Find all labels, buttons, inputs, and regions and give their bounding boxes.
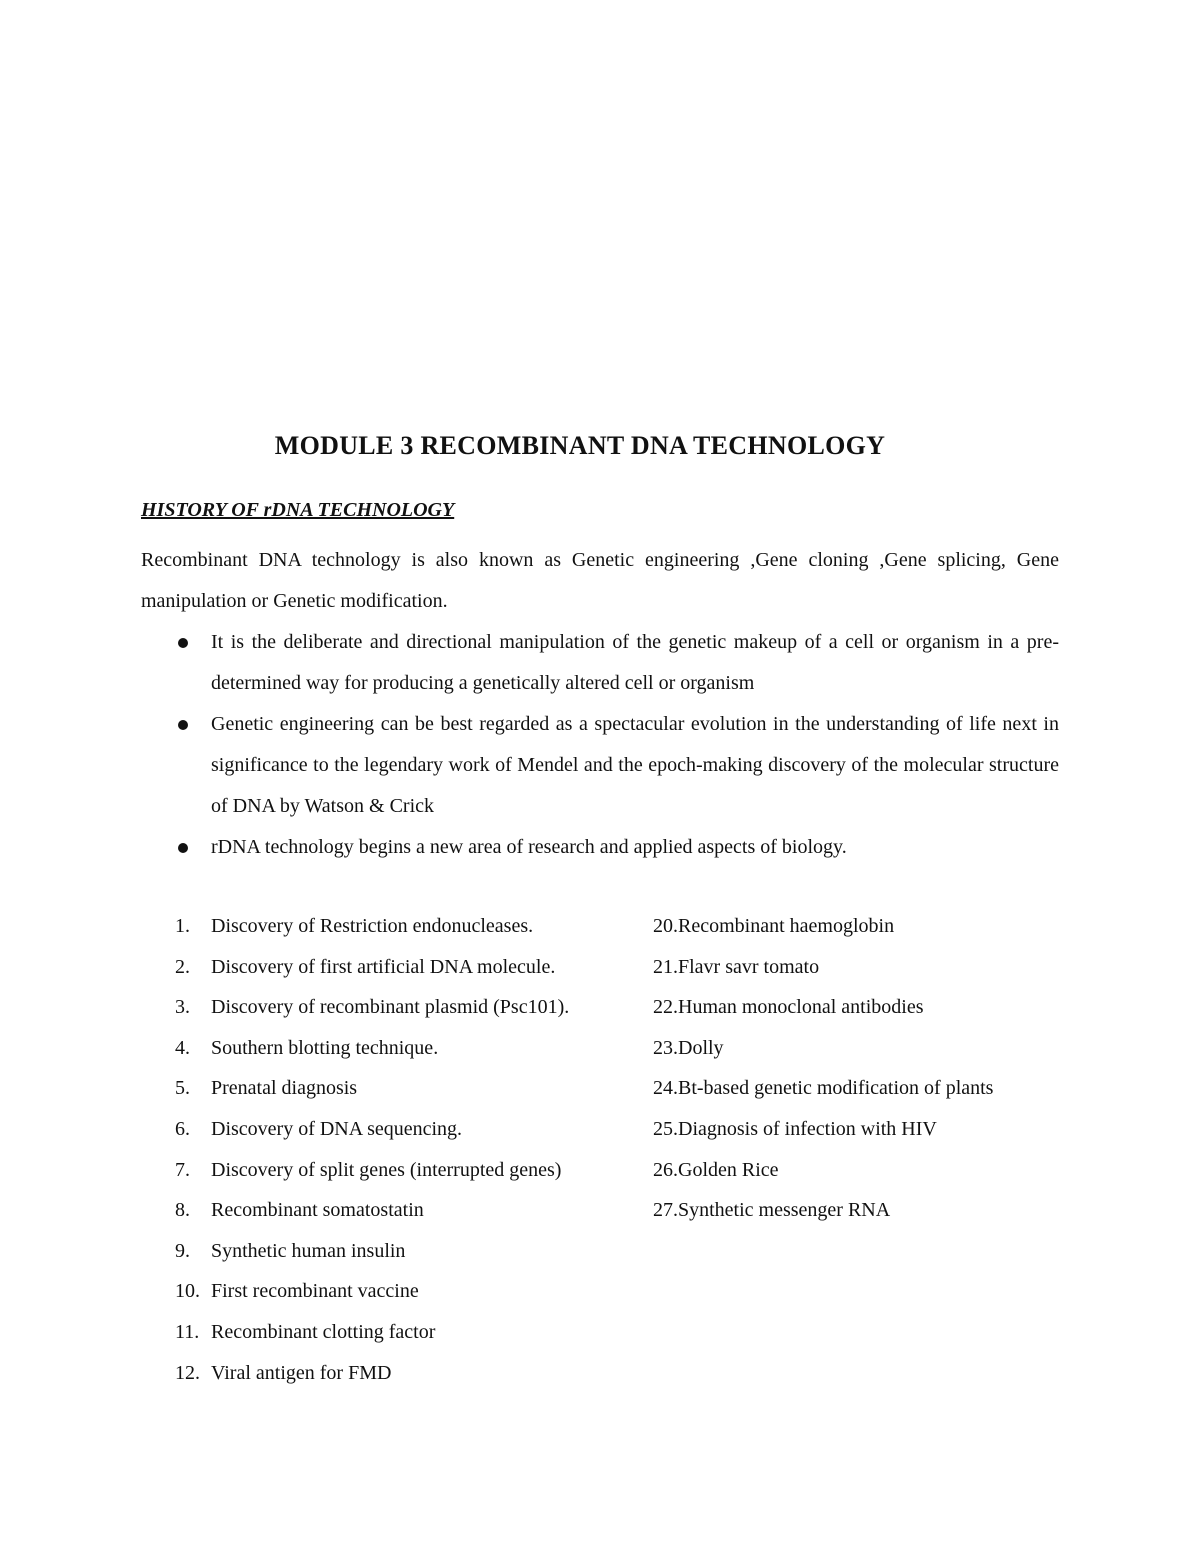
bullet-dot-icon [178, 720, 188, 730]
list-text: Discovery of DNA sequencing. [211, 1117, 463, 1140]
bullet-dot-icon [178, 638, 188, 648]
list-item [141, 1150, 641, 1191]
list-number: 4. [175, 1036, 190, 1059]
bullet-item [141, 827, 1059, 868]
list-number: 9. [175, 1239, 190, 1262]
list-text: Discovery of recombinant plasmid (Psc101). [211, 996, 570, 1019]
list-number: 8. [175, 1199, 190, 1222]
list-number: 10. [175, 1280, 200, 1303]
list-number: 5. [175, 1077, 190, 1100]
bullet-text: Genetic engineering can be best regarded as a spectacular evolution in the understanding of life next in significance to the legendary work of Mendel and the epoch-making discovery of the molecular structure of DNA by Watson & Crick [211, 713, 1059, 817]
bullet-text: It is the deliberate and directional manipulation of the genetic makeup of a cell or organism in a pre-determined way for producing a genetically altered cell or organism [211, 631, 1059, 694]
list-text: Southern blotting technique. [211, 1036, 439, 1059]
list-item: 25.Diagnosis of infection with HIV [653, 1117, 937, 1140]
numbered-list-right [653, 906, 1073, 1231]
list-text: Synthetic human insulin [211, 1239, 406, 1262]
list-item [141, 1353, 641, 1394]
list-item: 20.Recombinant haemoglobin [653, 915, 895, 937]
list-number: 7. [175, 1158, 190, 1181]
list-text: Discovery of split genes (interrupted genes) [211, 1158, 562, 1181]
bullet-item [141, 704, 1059, 827]
bullet-list [141, 622, 1059, 868]
list-item [141, 1231, 641, 1272]
list-number: 2. [175, 955, 190, 978]
list-item [141, 1109, 641, 1150]
list-number: 12. [175, 1361, 200, 1384]
list-number: 3. [175, 996, 190, 1019]
list-item [141, 1028, 641, 1069]
list-number: 1. [175, 915, 190, 937]
bullet-text: rDNA technology begins a new area of research and applied aspects of biology. [211, 836, 847, 858]
list-number: 6. [175, 1117, 190, 1140]
list-text: Discovery of first artificial DNA molecule. [211, 955, 556, 978]
list-text: Prenatal diagnosis [211, 1077, 358, 1100]
page-title: MODULE 3 RECOMBINANT DNA TECHNOLOGY [274, 431, 886, 460]
list-item [141, 947, 641, 988]
section-heading: HISTORY OF rDNA TECHNOLOGY [141, 499, 455, 521]
list-text: Recombinant clotting factor [211, 1320, 436, 1343]
intro-paragraph: Recombinant DNA technology is also known as Genetic engineering ,Gene cloning ,Gene splicing, Gene manipulation or Genetic modification. [141, 549, 1059, 612]
list-text: Discovery of Restriction endonucleases. [211, 915, 534, 937]
list-item [141, 906, 641, 947]
list-item [141, 1271, 641, 1312]
list-item: 24.Bt-based genetic modification of plants [653, 1077, 994, 1100]
list-item [141, 1190, 641, 1231]
list-item: 26.Golden Rice [653, 1158, 779, 1181]
list-item: 23.Dolly [653, 1036, 724, 1059]
list-item: 21.Flavr savr tomato [653, 955, 820, 978]
list-item: 22.Human monoclonal antibodies [653, 996, 924, 1019]
bullet-dot-icon [178, 843, 188, 853]
list-text: Recombinant somatostatin [211, 1199, 424, 1222]
list-item [141, 1068, 641, 1109]
numbered-list-left [141, 906, 641, 1393]
bullet-item [141, 622, 1059, 704]
list-item: 27.Synthetic messenger RNA [653, 1199, 891, 1222]
list-number: 11. [175, 1320, 200, 1343]
list-item [141, 1312, 641, 1353]
list-text: First recombinant vaccine [211, 1280, 419, 1303]
list-item [141, 987, 641, 1028]
list-text: Viral antigen for FMD [211, 1361, 392, 1384]
